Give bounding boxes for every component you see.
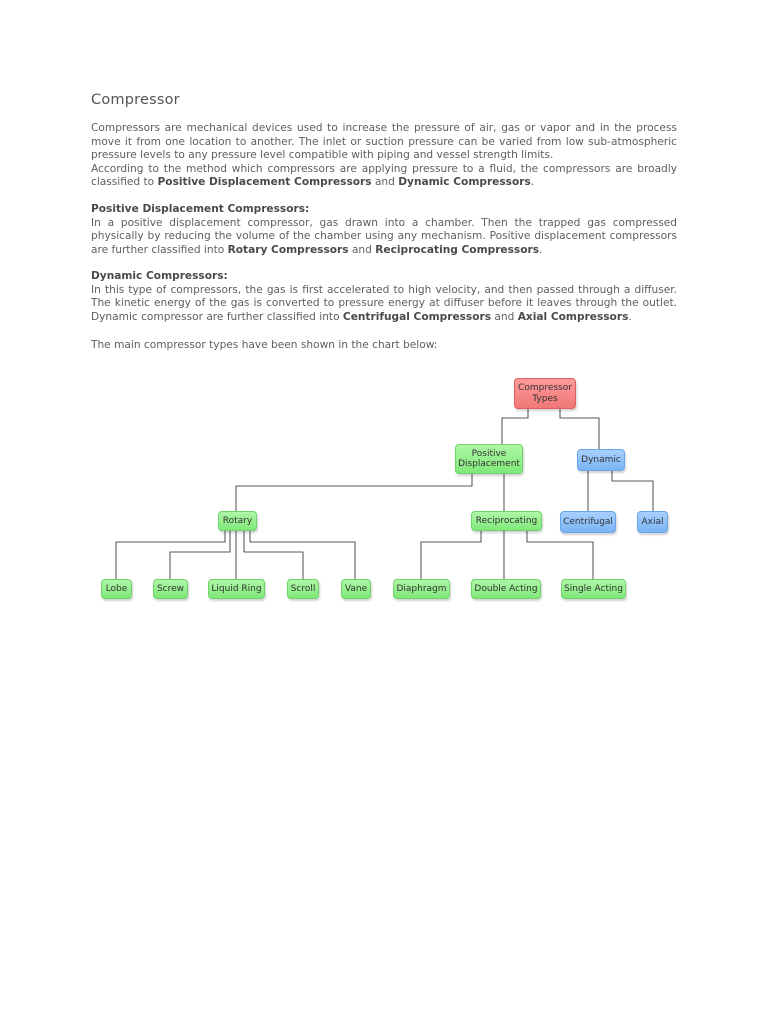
node-rotary: Rotary [218, 511, 257, 531]
dynamic-period: . [628, 310, 632, 323]
term-dynamic: Dynamic Compressors [398, 176, 531, 188]
connector-rotary-screw [170, 531, 230, 579]
connector-root-pd [502, 409, 528, 445]
term-centrifugal: Centrifugal Compressors [342, 310, 492, 323]
connector-rotary-vane [250, 531, 355, 579]
dynamic-heading: Dynamic Compressors: [91, 270, 228, 282]
node-dynamic: Dynamic [577, 449, 625, 471]
node-centrifugal: Centrifugal [560, 511, 616, 533]
term-axial: Axial Compressors [517, 310, 629, 323]
connector-pd-rotary [236, 474, 472, 511]
connector-rotary-scroll [244, 531, 303, 579]
node-axial: Axial [637, 511, 668, 533]
connector-dynamic-axial [612, 471, 653, 511]
node-double-acting: Double Acting [471, 579, 541, 599]
positive-period: . [539, 243, 543, 256]
connector-rotary-lobe [116, 531, 225, 579]
node-single-acting: Single Acting [561, 579, 626, 599]
intro-classification-text: According to the method which compressors are applying pressure to a fluid, the compressors are broadly classified to [91, 162, 677, 188]
node-diaphragm: Diaphragm [393, 579, 450, 599]
intro-period: . [530, 176, 535, 188]
positive-displacement-heading: Positive Displacement Compressors: [91, 203, 310, 215]
dynamic-conjunction: and [491, 310, 518, 323]
connector-recip-single [527, 531, 593, 579]
positive-displacement-text: In a positive displacement compressor, gas drawn into a chamber. Then the trapped gas compressed physically by reducing the volume of the chamber using any mechanism. Positive displacement compressors are further classified into [91, 216, 677, 256]
node-liquid-ring: Liquid Ring [208, 579, 265, 599]
positive-conjunction: and [348, 243, 376, 256]
chart-intro: The main compressor types have been shown in the chart below: [91, 339, 438, 351]
node-vane: Vane [341, 579, 371, 599]
connector-root-dynamic [560, 409, 599, 449]
page-title: Compressor [91, 92, 180, 108]
node-screw: Screw [153, 579, 188, 599]
node-scroll: Scroll [287, 579, 319, 599]
intro-conjunction: and [371, 176, 399, 188]
term-reciprocating: Reciprocating Compressors [375, 243, 540, 256]
node-reciprocating: Reciprocating [471, 511, 542, 531]
dynamic-text: In this type of compressors, the gas is first accelerated to high velocity, and then passed through a diffuser. The kinetic energy of the gas is converted to pressure energy at diffuser before it leaves through the outlet. Dynamic compressor are further classified into [91, 283, 677, 323]
term-rotary: Rotary Compressors [227, 243, 349, 256]
node-compressor-types: Compressor Types [514, 378, 576, 409]
node-lobe: Lobe [101, 579, 132, 599]
connector-recip-diaphragm [421, 531, 481, 579]
node-positive-displacement: Positive Displacement [455, 444, 523, 474]
intro-text: Compressors are mechanical devices used to increase the pressure of air, gas or vapor and in the process move it from one location to another. The inlet or suction pressure can be varied from low sub-atmospheric pressure levels to any pressure level compatible with piping and vessel strength limits. [91, 122, 677, 161]
term-positive-displacement: Positive Displacement Compressors [157, 176, 372, 188]
